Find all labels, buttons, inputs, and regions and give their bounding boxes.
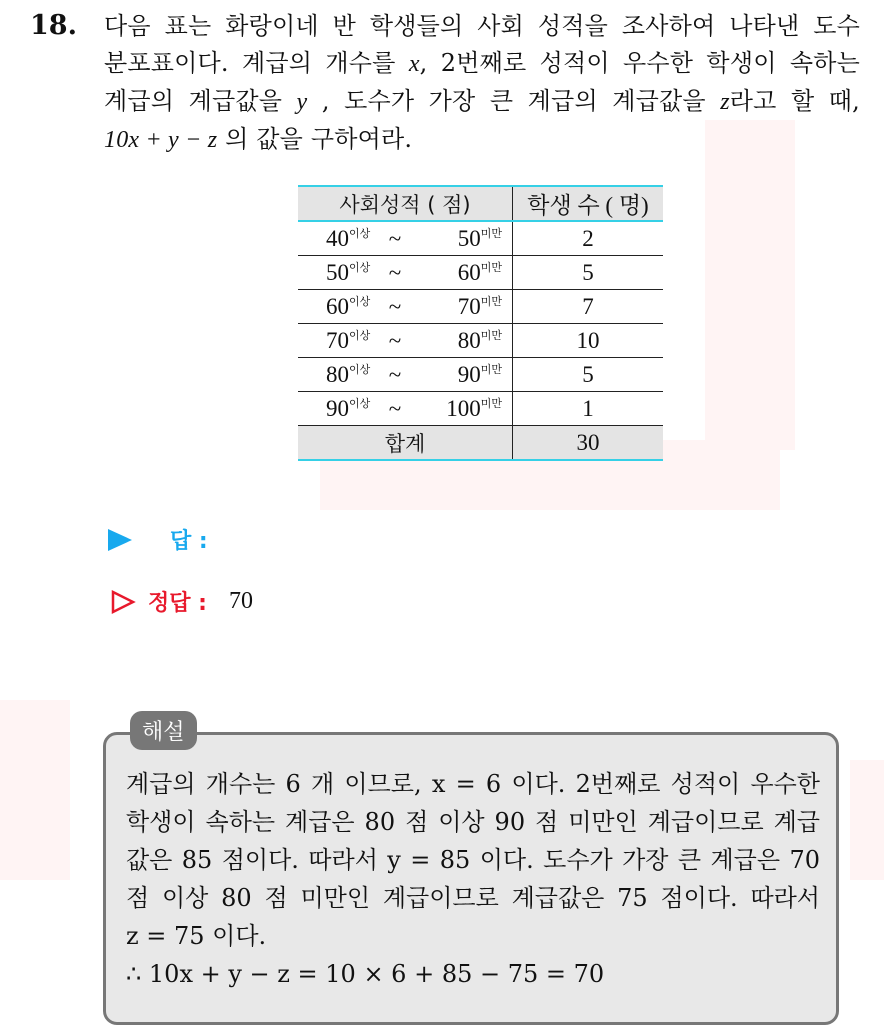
- explanation-line-5: z = 75 이다.: [126, 922, 267, 950]
- question-line-3: 계급의 계급값을 y , 도수가 가장 큰 계급의 계급값을 z라고 할 때,: [104, 87, 860, 115]
- question-line-1: 다음 표는 화랑이네 반 학생들의 사회 성적을 조사하여 나타낸 도수: [104, 12, 860, 40]
- explanation-line-1: 계급의 개수는 6 개 이므로, x = 6 이다. 2번째로 성적이 우수한: [126, 770, 820, 798]
- explanation-line-3: 값은 85 점이다. 따라서 y = 85 이다. 도수가 가장 큰 계급은 70: [126, 846, 820, 874]
- correct-answer-row: [110, 586, 253, 617]
- question-line-4: 10x + y − z 의 값을 구하여라.: [104, 125, 413, 153]
- header-count: 학생 수 ( 명): [513, 186, 664, 221]
- correct-answer-label: 정답 :: [148, 591, 207, 616]
- correct-answer-value: 70: [228, 588, 253, 614]
- frequency-table: [298, 185, 663, 461]
- explanation-line-2: 학생이 속하는 계급은 80 점 이상 90 점 미만인 계급이므로 계급: [126, 808, 820, 836]
- explanation-line-4: 점 이상 80 점 미만인 계급이므로 계급값은 75 점이다. 따라서: [126, 884, 820, 912]
- table-row: $80^{이상}$ ~ $90^{미만}$ 5: [298, 358, 663, 392]
- row-count: 2: [513, 221, 664, 256]
- table-row: $60^{이상}$ ~ $70^{미만}$ 7: [298, 290, 663, 324]
- triangle-filled-icon: [108, 529, 132, 551]
- watermark-block: [850, 760, 884, 880]
- total-label: 합계: [298, 426, 513, 461]
- row-count: 7: [513, 290, 664, 324]
- row-count: 5: [513, 256, 664, 290]
- explanation-tag: 해설: [130, 711, 197, 750]
- answer-label: 답 :: [170, 529, 208, 554]
- triangle-outline-icon: [110, 589, 136, 615]
- table-row: $70^{이상}$ ~ $80^{미만}$ 10: [298, 324, 663, 358]
- table-row: $90^{이상}$ ~ $100^{미만}$ 1: [298, 392, 663, 426]
- table-row: $40^{이상}$ ~ $50^{미만}$ 2: [298, 221, 663, 256]
- question-line-2: 분포표이다. 계급의 개수를 x, 2번째로 성적이 우수한 학생이 속하는: [104, 49, 860, 77]
- explanation-line-6: ∴ 10x + y − z = 10 × 6 + 85 − 75 = 70: [126, 960, 605, 988]
- question-text: [104, 8, 860, 159]
- row-count: 1: [513, 392, 664, 426]
- header-score: 사회성적 ( 점): [298, 186, 513, 221]
- watermark-block: [705, 120, 795, 450]
- table-total-row: [298, 426, 663, 461]
- watermark-block: [0, 700, 70, 880]
- table-row: $50^{이상}$ ~ $60^{미만}$ 5: [298, 256, 663, 290]
- answer-row: [108, 524, 208, 555]
- row-count: 5: [513, 358, 664, 392]
- total-value: 30: [513, 426, 664, 461]
- explanation-body: [126, 765, 820, 993]
- question-number: 18.: [30, 10, 77, 41]
- row-count: 10: [513, 324, 664, 358]
- table-header: [298, 186, 663, 221]
- explanation-box: [103, 720, 839, 1025]
